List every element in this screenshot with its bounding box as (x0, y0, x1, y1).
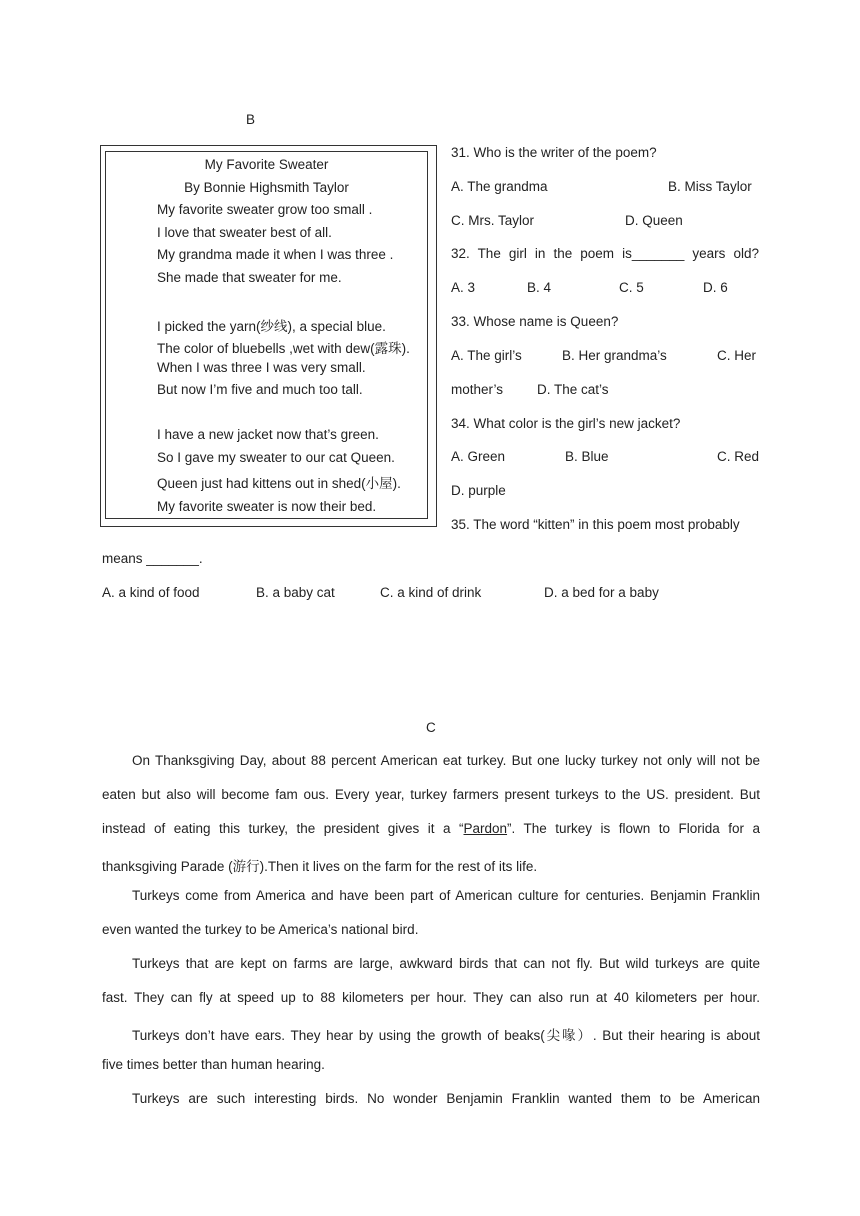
poem-line: I have a new jacket now that’s green. (157, 427, 379, 442)
poem-line: So I gave my sweater to our cat Queen. (157, 450, 395, 465)
paragraph-line: Turkeys that are kept on farms are large, awkward birds that can not fly. But wild turkeys are quite (132, 956, 760, 971)
q33-option-d: D. The cat’s (537, 382, 609, 397)
poem-line: The color of bluebells ,wet with dew(露珠). (157, 341, 410, 356)
poem-line: I picked the yarn(纱线), a special blue. (157, 319, 386, 334)
poem-line: When I was three I was very small. (157, 360, 366, 375)
paragraph-line: Turkeys come from America and have been part of American culture for centuries. Benjamin Franklin (132, 888, 760, 903)
poem-line: Queen just had kittens out in shed(小屋). (157, 476, 401, 491)
section-b-heading: B (246, 112, 256, 127)
paragraph-line: even wanted the turkey to be America’s national bird. (102, 922, 419, 937)
poem-line: My favorite sweater is now their bed. (157, 499, 377, 514)
q33-option-c: C. Her (717, 348, 757, 363)
q33-option-a: A. The girl’s (451, 348, 522, 363)
paragraph-line: On Thanksgiving Day, about 88 percent American eat turkey. But one lucky turkey not only will not be (132, 753, 760, 768)
q35-option-d: D. a bed for a baby (544, 585, 659, 600)
poem-line: I love that sweater best of all. (157, 225, 332, 240)
q33-option-b: B. Her grandma’s (562, 348, 667, 363)
question-35-cont: means _______. (102, 551, 203, 566)
q32-option-b: B. 4 (527, 280, 552, 295)
q34-option-b: B. Blue (565, 449, 609, 464)
question-33: 33. Whose name is Queen? (451, 314, 619, 329)
q32-option-a: A. 3 (451, 280, 476, 295)
poem-line: My grandma made it when I was three . (157, 247, 394, 262)
q32-option-d: D. 6 (703, 280, 728, 295)
poem-author: By Bonnie Highsmith Taylor (184, 180, 349, 195)
q31-option-b: B. Miss Taylor (668, 179, 752, 194)
question-31: 31. Who is the writer of the poem? (451, 145, 657, 160)
poem-line: My favorite sweater grow too small . (157, 202, 373, 217)
poem-line: But now I’m five and much too tall. (157, 382, 363, 397)
section-c-heading: C (426, 720, 436, 735)
q34-option-c: C. Red (717, 449, 760, 464)
paragraph-text: instead of eating this turkey, the president gives it a “ (102, 821, 464, 836)
question-34: 34. What color is the girl’s new jacket? (451, 416, 681, 431)
paragraph-line: Turkeys don’t have ears. They hear by using the growth of beaks(尖喙）. But their hearing is about (132, 1028, 760, 1043)
question-32: 32. The girl in the poem is_______ years old? (451, 246, 759, 261)
q35-option-a: A. a kind of food (102, 585, 200, 600)
question-35: 35. The word “kitten” in this poem most probably (451, 517, 740, 532)
paragraph-line: fast. They can fly at speed up to 88 kilometers per hour. They can also run at 40 kilometers per hour. (102, 990, 760, 1005)
q31-option-d: D. Queen (625, 213, 683, 228)
paragraph-line-pardon (102, 821, 760, 836)
paragraph-line: thanksgiving Parade (游行).Then it lives on the farm for the rest of its life. (102, 859, 538, 874)
q34-option-d: D. purple (451, 483, 506, 498)
paragraph-line: Turkeys are such interesting birds. No wonder Benjamin Franklin wanted them to be American (132, 1091, 760, 1106)
q31-option-c: C. Mrs. Taylor (451, 213, 535, 228)
q32-option-c: C. 5 (619, 280, 644, 295)
poem-title: My Favorite Sweater (204, 157, 329, 172)
q33-option-c-cont: mother’s (451, 382, 504, 397)
paragraph-text: ”. The turkey is flown to Florida for a (507, 821, 760, 836)
q34-option-a: A. Green (451, 449, 506, 464)
paragraph-line: eaten but also will become fam ous. Every year, turkey farmers present turkeys to the US. president. But (102, 787, 760, 802)
poem-line: She made that sweater for me. (157, 270, 342, 285)
q35-option-b: B. a baby cat (256, 585, 335, 600)
q31-option-a: A. The grandma (451, 179, 548, 194)
q35-option-c: C. a kind of drink (380, 585, 482, 600)
pardon-term: Pardon (463, 821, 508, 836)
paragraph-line: five times better than human hearing. (102, 1057, 325, 1072)
